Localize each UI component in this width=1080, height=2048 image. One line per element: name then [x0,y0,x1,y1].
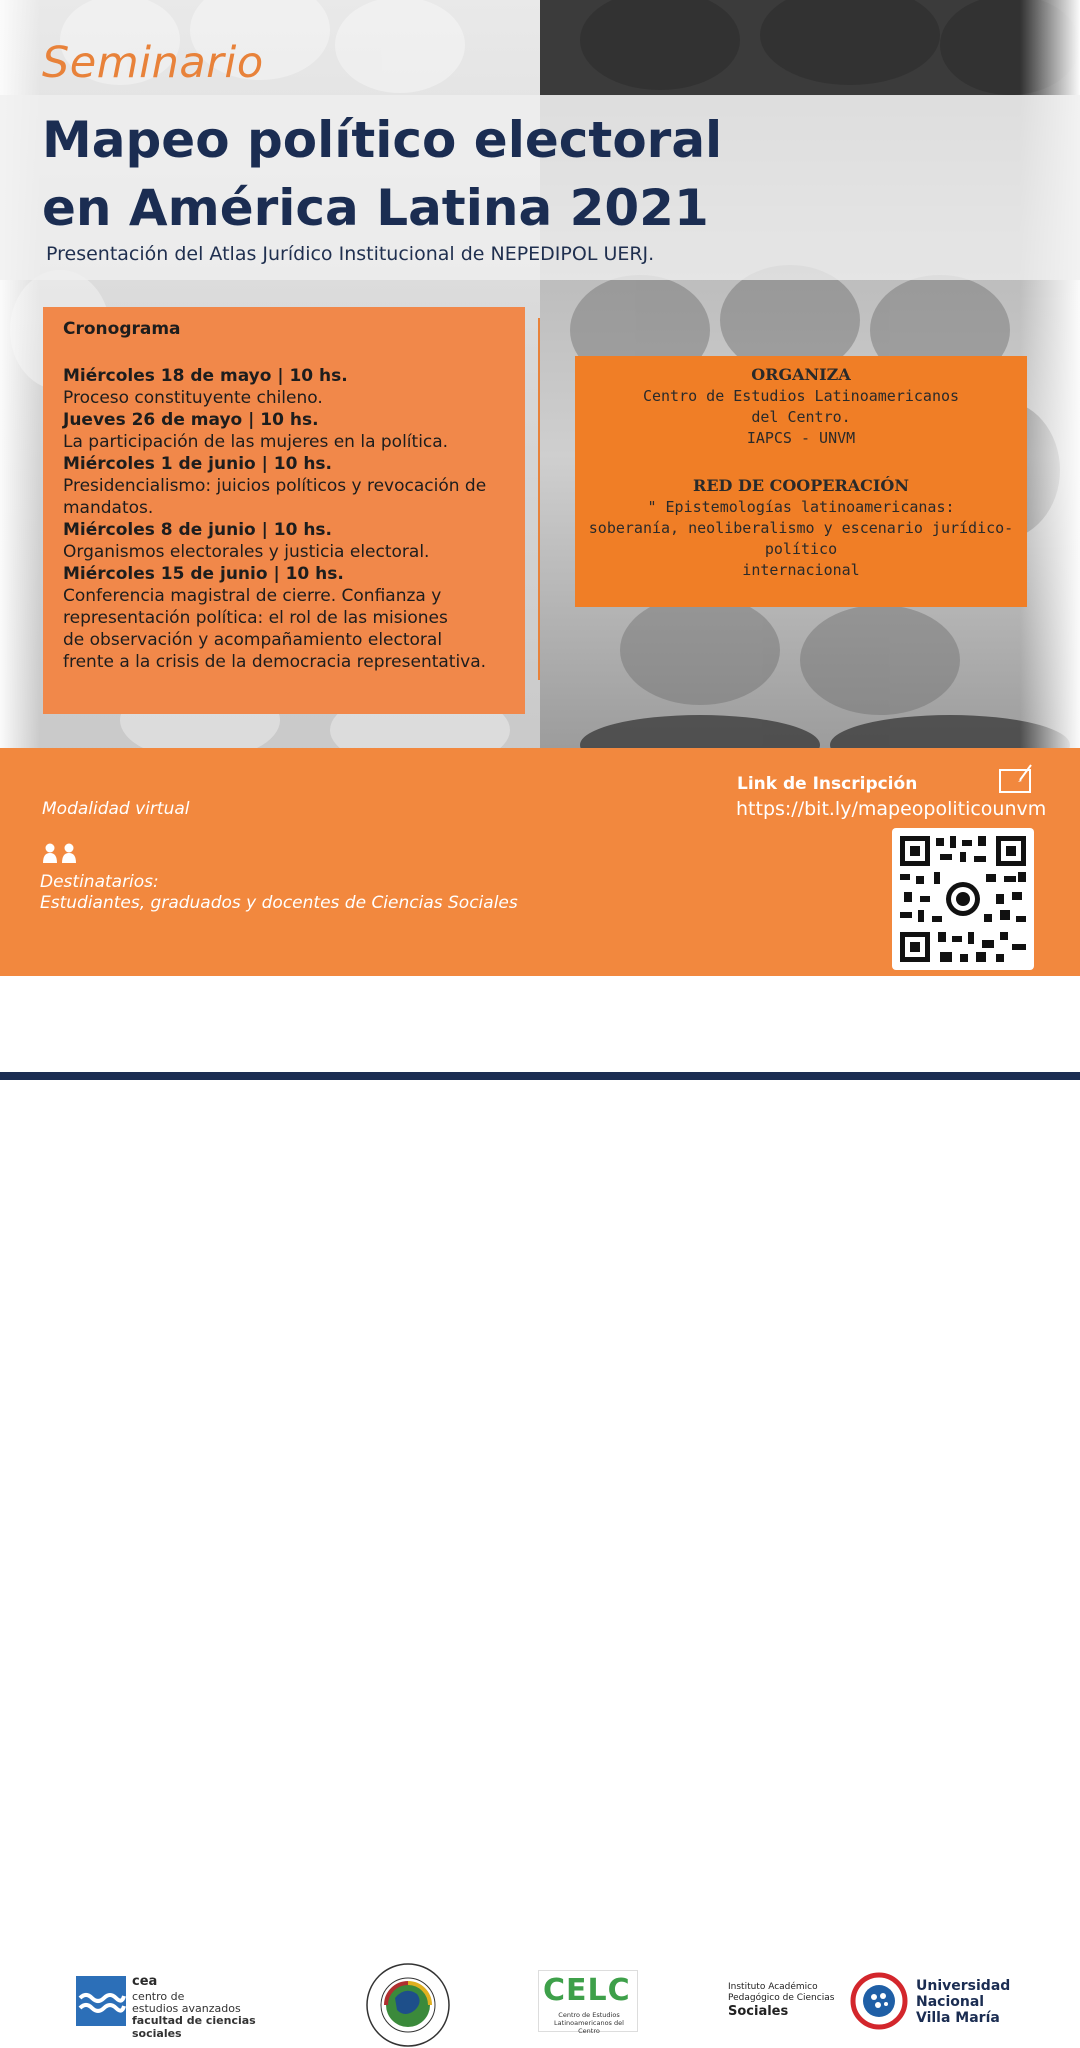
cea-line: facultad de ciencias sociales [132,2014,256,2040]
unvm-logo [850,1970,1050,2030]
session [63,519,505,563]
session-date: Jueves 26 de mayo | 10 hs. [63,410,319,430]
unvm-emblem-icon [850,1972,908,2030]
cronograma-panel [43,307,525,714]
qr-code[interactable] [892,828,1034,970]
session-desc: La participación de las mujeres en la política. [63,432,449,452]
subtitle: Presentación del Atlas Jurídico Institucional de NEPEDIPOL UERJ. [46,243,655,265]
celc-subtitle: Centro de Estudios Latinoamericanos del Centro [554,2011,624,2035]
session-desc: de observación y acompañamiento electoral [63,630,443,650]
organiza-line: del Centro. [751,408,851,426]
session-date: Miércoles 8 de junio | 10 hs. [63,520,333,540]
cea-logo [76,1974,286,2040]
iapcs-logo [728,1982,848,2019]
destinatarios-text: Estudiantes, graduados y docentes de Ciencias Sociales [40,893,518,913]
celc-wordmark [543,1973,631,2008]
link-label: Link de Inscripción [737,774,918,794]
footer-bar [0,1072,1080,1080]
cea-line: estudios avanzados [132,2002,241,2015]
destinatarios-label: Destinatarios: [40,872,159,892]
organiza-line: Centro de Estudios Latinoamericanos [642,387,960,405]
session-desc: Conferencia magistral de cierre. Confianza y [63,586,442,606]
iapcs-line: Pedagógico de Ciencias [728,1993,835,2003]
session [63,409,505,453]
session [63,365,505,409]
kicker: Seminario [42,38,264,88]
session-desc: Proceso constituyente chileno. [63,388,323,408]
title-line-1: Mapeo político electoral [42,111,723,169]
title-line-2: en América Latina 2021 [42,179,709,237]
celc-logo [538,1970,638,2035]
registration-link[interactable]: https://bit.ly/mapeopoliticounvm [736,798,1047,820]
unvm-line: Nacional [916,1994,985,2010]
session-date: Miércoles 18 de mayo | 10 hs. [63,366,348,386]
divider [538,318,540,680]
logos-bar [0,976,1080,2040]
nepedi-seal-icon [365,1962,451,2048]
modalidad-text: Modalidad virtual [42,799,190,819]
iapcs-line: Instituto Académico [728,1982,818,1992]
session [63,563,505,673]
cea-line: centro de [132,1990,185,2003]
organiza-line: IAPCS - UNVM [746,429,856,447]
iapcs-line: Sociales [728,2004,789,2019]
session-date: Miércoles 15 de junio | 10 hs. [63,564,344,584]
session-desc: Organismos electorales y justicia electoral. [63,542,430,562]
red-line: internacional [742,561,860,579]
unvm-line: Villa María [916,2010,1000,2026]
session-date: Miércoles 1 de junio | 10 hs. [63,454,333,474]
organiza-heading: ORGANIZA [751,365,851,384]
celc-text: CELC [543,1973,631,2008]
page-title [42,106,762,242]
red-line: soberanía, neoliberalismo y escenario jurídico-político [588,519,1014,558]
session-desc: Presidencialismo: juicios políticos y revocación de [63,476,487,496]
unvm-line: Universidad [916,1978,1011,1994]
organiza-panel [575,356,1027,607]
session [63,453,505,519]
cea-mark-icon [76,1976,126,2026]
people-icon [42,843,78,863]
session-desc: representación política: el rol de las misiones [63,608,448,628]
session-desc: mandatos. [63,498,154,518]
session-desc: frente a la crisis de la democracia representativa. [63,652,487,672]
form-edit-icon [998,762,1034,794]
cea-name: cea [132,1974,158,1989]
red-heading: RED DE COOPERACIÓN [693,476,909,495]
red-line: " Epistemologías latinoamericanas: [647,498,955,516]
cronograma-heading: Cronograma [63,319,181,339]
qr-code-icon [900,836,1026,962]
